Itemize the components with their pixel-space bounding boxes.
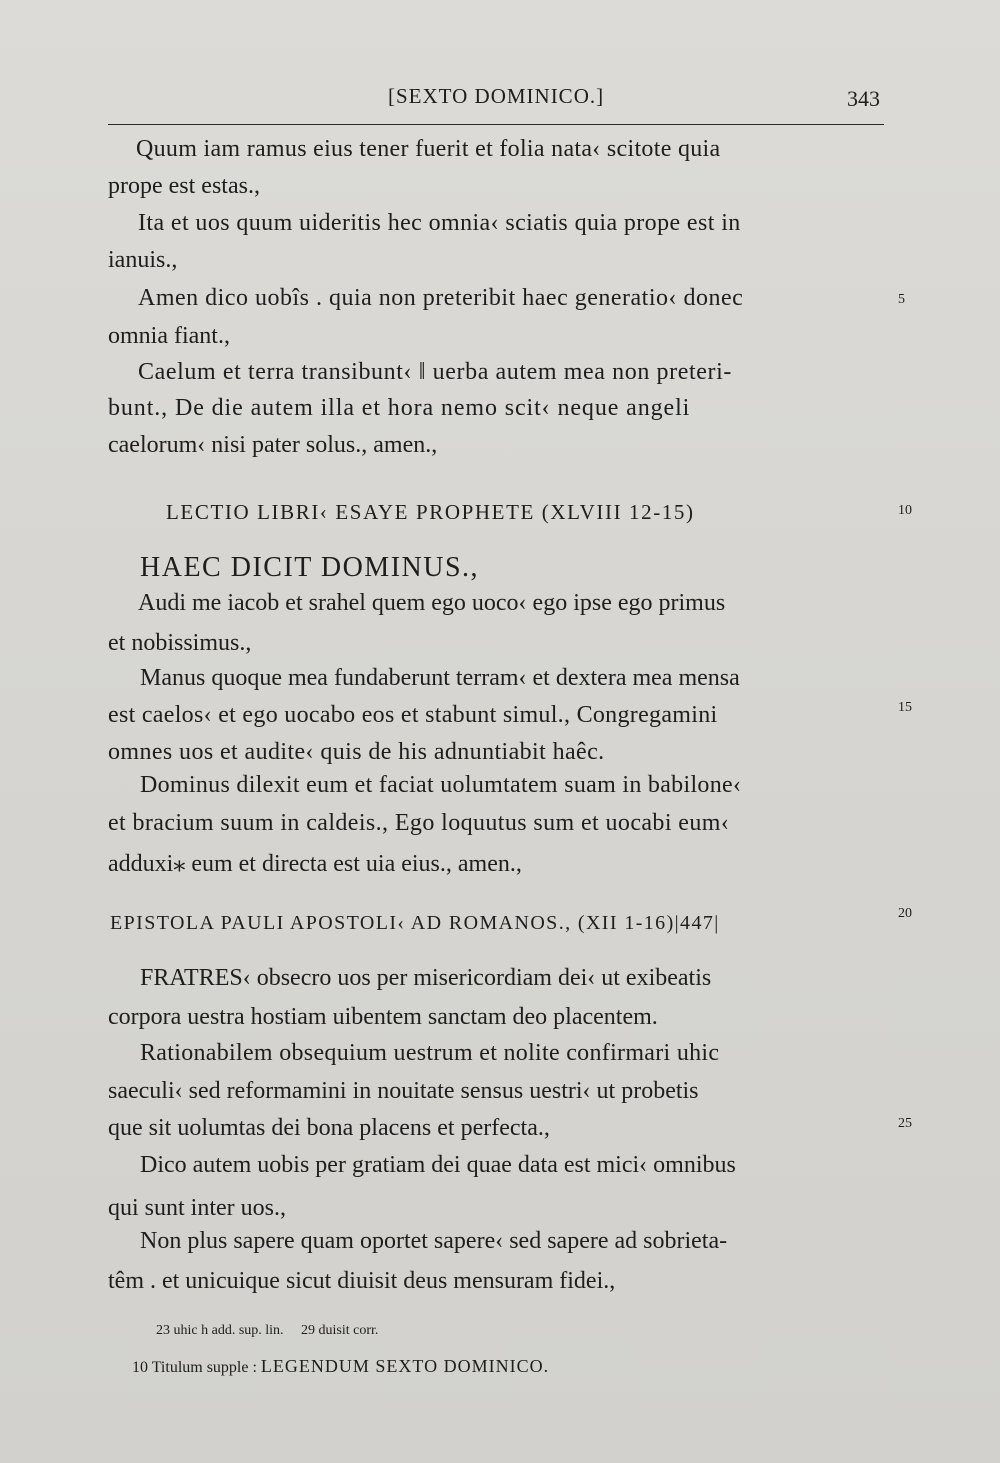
title-footnote-text: LEGENDUM SEXTO DOMINICO. — [260, 1356, 550, 1376]
text-line: Rationabilem obsequium uestrum et nolite confirmari uhic — [140, 1040, 720, 1066]
text-line: saeculi‹ sed reformamini in nouitate sensus uestri‹ ut probetis — [108, 1078, 699, 1104]
line-number: 25 — [898, 1116, 912, 1131]
text-line: corpora uestra hostiam uibentem sanctam deo placentem. — [108, 1004, 658, 1030]
page-number: 343 — [847, 86, 880, 111]
text-line: Ita et uos quum uideritis hec omnia‹ sciatis quia prope est in — [138, 210, 741, 236]
running-head: [SEXTO DOMINICO.] — [388, 84, 605, 108]
line-number: 20 — [898, 906, 912, 921]
title-footnote-prefix: 10 Titulum supple : — [132, 1359, 257, 1376]
page-header — [108, 84, 884, 125]
apparatus-footnote: 23 uhic h add. sup. lin. 29 duisit corr. — [156, 1323, 379, 1338]
section-heading: LECTIO LIBRI‹ ESAYE PROPHETE (XLVIII 12-15) — [166, 500, 695, 524]
text-line: prope est estas., — [108, 173, 260, 199]
text-line: FRATRES‹ obsecro uos per misericordiam dei‹ ut exibeatis — [140, 965, 712, 991]
line-number: 15 — [898, 700, 912, 715]
text-line: têm . et unicuique sicut diuisit deus mensuram fidei., — [108, 1268, 616, 1294]
text-line: Non plus sapere quam oportet sapere‹ sed sapere ad sobrieta- — [140, 1228, 728, 1254]
text-line: bunt., De die autem illa et hora nemo scit‹ neque angeli — [108, 395, 691, 421]
title-footnote — [132, 1356, 549, 1377]
text-line: et nobissimus., — [108, 630, 252, 656]
text-line: est caelos‹ et ego uocabo eos et stabunt simul., Congregamini — [108, 702, 718, 728]
text-line: qui sunt inter uos., — [108, 1195, 286, 1221]
text-line: Dominus dilexit eum et faciat uolumtatem suam in babilone‹ — [140, 772, 742, 798]
text-line: et bracium suum in caldeis., Ego loquutus sum et uocabi eum‹ — [108, 810, 730, 836]
text-line: Caelum et terra transibunt‹ ‖ uerba autem mea non preteri- — [138, 359, 732, 385]
text-line: Quum iam ramus eius tener fuerit et folia nata‹ scitote quia — [136, 136, 721, 162]
line-number: 10 — [898, 503, 912, 518]
text-line: adduxi⁎ eum et directa est uia eius., amen., — [108, 851, 522, 877]
text-line: Dico autem uobis per gratiam dei quae data est mici‹ omnibus — [140, 1152, 736, 1178]
text-line: caelorum‹ nisi pater solus., amen., — [108, 432, 438, 458]
text-line: ianuis., — [108, 247, 178, 273]
section-heading: EPISTOLA PAULI APOSTOLI‹ AD ROMANOS., (XII 1-16)|447| — [110, 912, 720, 934]
text-line: omnia fiant., — [108, 323, 230, 349]
incipit-heading: HAEC DICIT DOMINUS., — [140, 552, 480, 583]
text-line: omnes uos et audite‹ quis de his adnuntiabit haêc. — [108, 739, 605, 765]
text-line: Audi me iacob et srahel quem ego uoco‹ ego ipse ego primus — [138, 590, 726, 616]
text-line: Amen dico uobîs . quia non preteribit haec generatio‹ donec — [138, 285, 744, 311]
text-line: que sit uolumtas dei bona placens et perfecta., — [108, 1115, 550, 1141]
line-number: 5 — [898, 292, 905, 307]
text-line: Manus quoque mea fundaberunt terram‹ et dextera mea mensa — [140, 665, 740, 691]
